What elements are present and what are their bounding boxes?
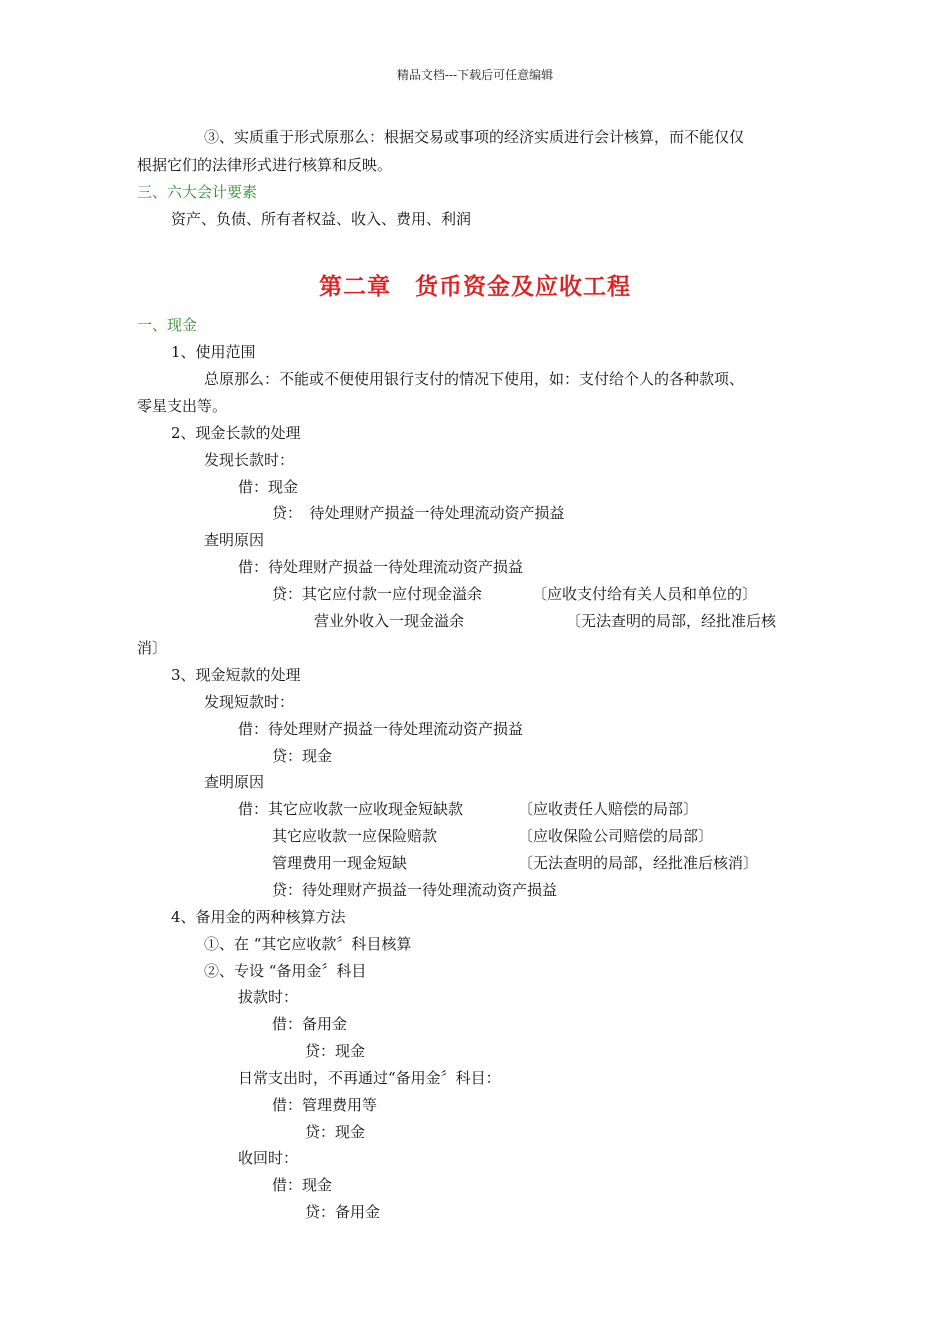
entry-note-continued: 消〕 — [137, 639, 168, 657]
entry-debit: 借：备用金 — [272, 1015, 348, 1033]
principle-substance-line1: ③、实质重于形式原那么：根据交易或事项的经济实质进行会计核算，而不能仅仅 — [204, 128, 745, 146]
entry-note: 〔应收支付给有关人员和单位的〕 — [532, 585, 758, 603]
subheading-petty-cash: 4、备用金的两种核算方法 — [171, 908, 346, 926]
recovery-step: 收回时： — [238, 1149, 299, 1167]
entry-note: 〔无法查明的局部，经批准后核 — [566, 612, 777, 630]
cause-found: 查明原因 — [204, 773, 265, 791]
entry-debit-continued: 管理费用一现金短缺 — [272, 854, 408, 872]
entry-note: 〔无法查明的局部，经批准后核消〕 — [518, 854, 759, 872]
general-principle-line1: 总原那么：不能或不便使用银行支付的情况下使用，如：支付给个人的各种款项、 — [204, 370, 745, 388]
subheading-cash-shortage: 3、现金短款的处理 — [171, 666, 301, 684]
entry-debit: 借：管理费用等 — [272, 1096, 378, 1114]
petty-cash-method-1: ①、在 “其它应收款〞科目核算 — [204, 935, 412, 953]
entry-debit: 借：现金 — [272, 1176, 333, 1194]
daily-expense-step: 日常支出时，不再通过“备用金〞科目： — [238, 1069, 501, 1087]
entry-credit: 贷：现金 — [272, 747, 333, 765]
page-header: 精品文档---下载后可任意编辑 — [396, 68, 554, 82]
petty-cash-method-2: ②、专设 “备用金〞科目 — [204, 962, 367, 980]
entry-credit-continued: 营业外收入一现金溢余 — [314, 612, 465, 630]
entry-debit: 借：现金 — [238, 478, 299, 496]
section-heading-cash: 一、现金 — [137, 316, 198, 334]
shortage-found: 发现短款时： — [204, 693, 295, 711]
entry-credit: 贷：现金 — [305, 1123, 366, 1141]
entry-credit: 贷：现金 — [305, 1042, 366, 1060]
entry-debit: 借：待处理财产损益一待处理流动资产损益 — [238, 720, 524, 738]
overage-found: 发现长款时： — [204, 451, 295, 469]
entry-note: 〔应收责任人赔偿的局部〕 — [518, 800, 699, 818]
section-heading-six-elements: 三、六大会计要素 — [137, 183, 258, 201]
entry-debit: 借：待处理财产损益一待处理流动资产损益 — [238, 558, 524, 576]
entry-note: 〔应收保险公司赔偿的局部〕 — [518, 827, 714, 845]
chapter-title: 第二章 货币资金及应收工程 — [319, 274, 631, 300]
entry-credit: 贷： 待处理财产损益一待处理流动资产损益 — [272, 504, 565, 522]
cause-found: 查明原因 — [204, 531, 265, 549]
entry-debit: 借：其它应收款一应收现金短缺款 — [238, 800, 464, 818]
subheading-usage-scope: 1、使用范围 — [171, 343, 256, 361]
general-principle-line2: 零星支出等。 — [137, 397, 228, 415]
entry-credit: 贷：其它应付款一应付现金溢余 — [272, 585, 483, 603]
subheading-cash-overage: 2、现金长款的处理 — [171, 424, 301, 442]
six-elements-list: 资产、负债、所有者权益、收入、费用、利润 — [171, 210, 472, 228]
entry-credit: 贷：待处理财产损益一待处理流动资产损益 — [272, 881, 558, 899]
principle-substance-line2: 根据它们的法律形式进行核算和反映。 — [137, 156, 393, 174]
allocation-step: 拔款时： — [238, 988, 299, 1006]
entry-credit: 贷：备用金 — [305, 1203, 381, 1221]
entry-debit-continued: 其它应收款一应保险赔款 — [272, 827, 438, 845]
